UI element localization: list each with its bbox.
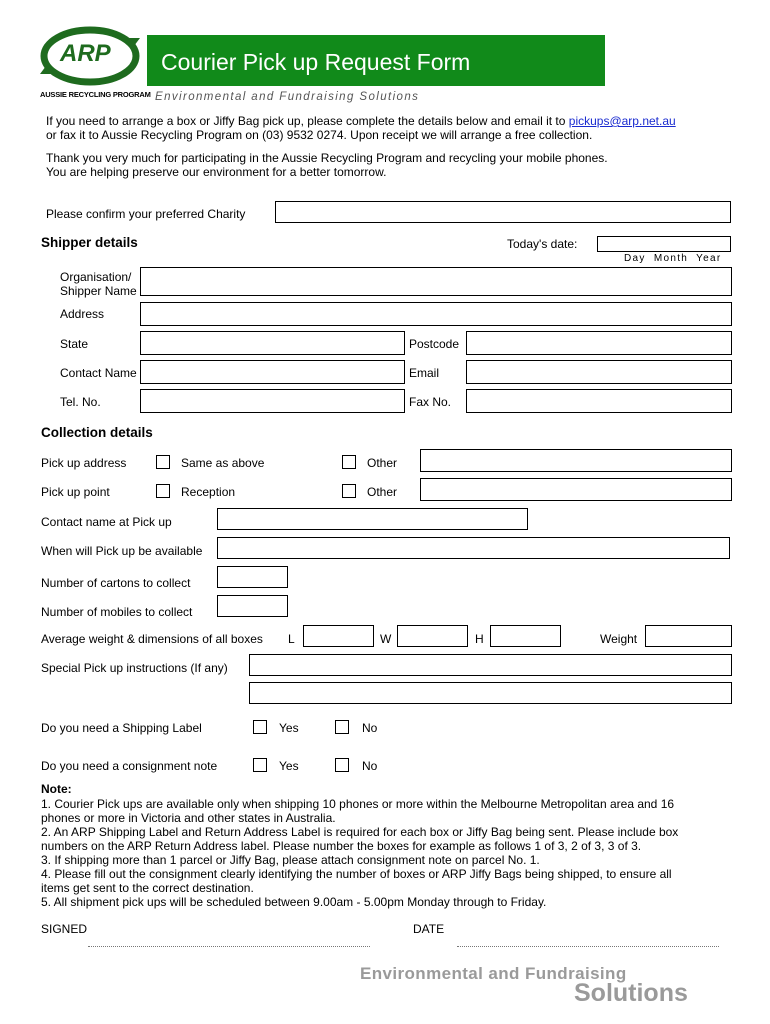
signature-line[interactable] xyxy=(88,946,370,947)
pickup-point-other-field[interactable] xyxy=(420,478,732,501)
note-line: numbers on the ARP Return Address label. Please number the boxes for example as follows 1 of 3, 2 of 3, 3 of 3. xyxy=(41,839,642,853)
charity-field[interactable] xyxy=(275,201,731,223)
width-label: W xyxy=(380,632,392,646)
shipping-label-no-checkbox[interactable] xyxy=(335,720,349,734)
pickup-address-label: Pick up address xyxy=(41,456,127,470)
shipping-label-yes-checkbox[interactable] xyxy=(253,720,267,734)
email-link[interactable]: pickups@arp.net.au xyxy=(568,114,676,128)
date-format-hint: Day Month Year xyxy=(624,253,722,264)
shipping-label-no-label: No xyxy=(362,721,378,735)
date-line[interactable] xyxy=(457,946,719,947)
shipper-details-heading: Shipper details xyxy=(41,235,138,250)
postcode-field[interactable] xyxy=(466,331,732,355)
special-instructions-field-1[interactable] xyxy=(249,654,732,676)
reception-label: Reception xyxy=(181,485,236,499)
note-line: 5. All shipment pick ups will be scheduled between 9.00am - 5.00pm Monday through to Friday. xyxy=(41,895,547,909)
email-label: Email xyxy=(409,366,440,380)
pickup-available-label: When will Pick up be available xyxy=(41,544,203,558)
length-label: L xyxy=(288,632,295,646)
fax-label: Fax No. xyxy=(409,395,452,409)
pickup-available-field[interactable] xyxy=(217,537,730,559)
pickup-address-other-field[interactable] xyxy=(420,449,732,472)
note-line: phones or more in Victoria and other states in Australia. xyxy=(41,811,336,825)
avg-weight-label: Average weight & dimensions of all boxes xyxy=(41,632,263,646)
mobiles-label: Number of mobiles to collect xyxy=(41,605,193,619)
date-label: DATE xyxy=(413,922,445,936)
pickup-address-other-label: Other xyxy=(367,456,398,470)
weight-label: Weight xyxy=(600,632,638,646)
mobiles-field[interactable] xyxy=(217,595,288,617)
email-field[interactable] xyxy=(466,360,732,384)
consignment-yes-label: Yes xyxy=(279,759,299,773)
address-label: Address xyxy=(60,307,105,321)
organisation-label-2: Shipper Name xyxy=(60,284,137,298)
pickup-point-other-checkbox[interactable] xyxy=(342,484,356,498)
postcode-label: Postcode xyxy=(409,337,460,351)
intro-line-2: or fax it to Aussie Recycling Program on (03) 9532 0274. Upon receipt we will arrange a free collection. xyxy=(46,128,593,142)
contact-name-field[interactable] xyxy=(140,360,405,384)
pickup-point-label: Pick up point xyxy=(41,485,110,499)
note-line: 3. If shipping more than 1 parcel or Jiffy Bag, please attach consignment note on parcel No. 1. xyxy=(41,853,540,867)
todays-date-label: Today's date: xyxy=(507,237,578,251)
shipping-label-yes-label: Yes xyxy=(279,721,299,735)
width-field[interactable] xyxy=(397,625,468,647)
state-field[interactable] xyxy=(140,331,405,355)
charity-label: Please confirm your preferred Charity xyxy=(46,207,246,221)
pickup-address-other-checkbox[interactable] xyxy=(342,455,356,469)
logo-letters: ARP xyxy=(60,40,111,67)
organisation-field[interactable] xyxy=(140,267,732,296)
address-field[interactable] xyxy=(140,302,732,326)
consignment-yes-checkbox[interactable] xyxy=(253,758,267,772)
page-title: Courier Pick up Request Form xyxy=(161,49,471,75)
thanks-line-2: You are helping preserve our environment for a better tomorrow. xyxy=(46,165,387,179)
contact-at-pickup-label: Contact name at Pick up xyxy=(41,515,172,529)
consignment-no-label: No xyxy=(362,759,378,773)
special-instructions-field-2[interactable] xyxy=(249,682,732,704)
notes-heading: Note: xyxy=(41,782,72,796)
signed-label: SIGNED xyxy=(41,922,88,936)
note-line: 1. Courier Pick ups are available only when shipping 10 phones or more within the Melbourne Metropolitan area and 16 xyxy=(41,797,675,811)
cartons-field[interactable] xyxy=(217,566,288,588)
fax-field[interactable] xyxy=(466,389,732,413)
height-label: H xyxy=(475,632,484,646)
consignment-no-checkbox[interactable] xyxy=(335,758,349,772)
organisation-label-1: Organisation/ xyxy=(60,270,132,284)
tagline: Environmental and Fundraising Solutions xyxy=(155,91,420,103)
pickup-point-other-label: Other xyxy=(367,485,398,499)
reception-checkbox[interactable] xyxy=(156,484,170,498)
note-line: 4. Please fill out the consignment clearly identifying the number of boxes or ARP Jiffy Bags being shipped, to ensure all xyxy=(41,867,672,881)
weight-field[interactable] xyxy=(645,625,732,647)
consignment-question: Do you need a consignment note xyxy=(41,759,218,773)
tel-field[interactable] xyxy=(140,389,405,413)
footer-tagline-line-1: Environmental and Fundraising xyxy=(360,964,627,983)
notes-list xyxy=(41,797,678,909)
height-field[interactable] xyxy=(490,625,561,647)
same-as-above-checkbox[interactable] xyxy=(156,455,170,469)
note-line: 2. An ARP Shipping Label and Return Address Label is required for each box or Jiffy Bag being sent. Please include box xyxy=(41,825,679,839)
note-line: items get sent to the correct destination. xyxy=(41,881,254,895)
special-instructions-label: Special Pick up instructions (If any) xyxy=(41,661,228,675)
thanks-line-1: Thank you very much for participating in the Aussie Recycling Program and recycling your mobile phones. xyxy=(46,151,608,165)
contact-at-pickup-field[interactable] xyxy=(217,508,528,530)
footer-tagline-line-2: Solutions xyxy=(574,979,688,1007)
logo-caption: AUSSIE RECYCLING PROGRAM xyxy=(40,90,151,99)
arp-logo xyxy=(38,22,151,102)
tel-label: Tel. No. xyxy=(60,395,101,409)
intro-line-1 xyxy=(46,114,676,128)
collection-details-heading: Collection details xyxy=(41,425,153,440)
length-field[interactable] xyxy=(303,625,374,647)
todays-date-field[interactable] xyxy=(597,236,731,252)
cartons-label: Number of cartons to collect xyxy=(41,576,191,590)
same-as-above-label: Same as above xyxy=(181,456,265,470)
form-title-banner xyxy=(147,35,605,86)
state-label: State xyxy=(60,337,89,351)
shipping-label-question: Do you need a Shipping Label xyxy=(41,721,202,735)
intro-text: If you need to arrange a box or Jiffy Bag pick up, please complete the details below and email it to xyxy=(46,114,569,128)
contact-name-label: Contact Name xyxy=(60,366,137,380)
